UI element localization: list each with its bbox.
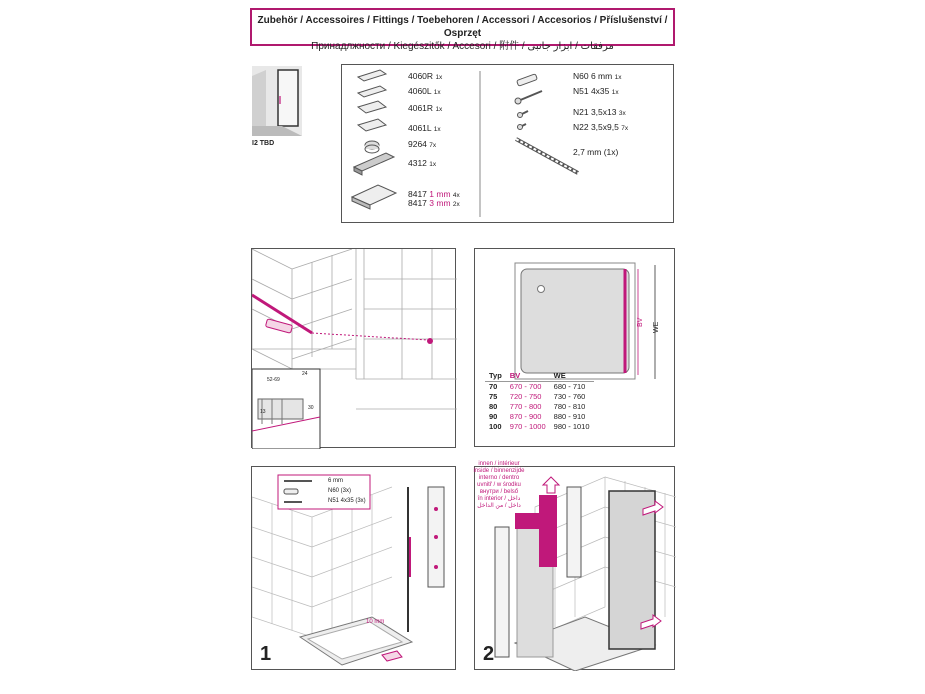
size-table (485, 371, 594, 432)
table-row: 100 970 - 1000 980 - 1010 (489, 422, 590, 431)
pink-profile (539, 495, 557, 567)
table-row: 70 670 - 700 680 - 710 (489, 382, 586, 391)
header-line1: Zubehör / Accessoires / Fittings / Toebehoren / Accessori / Accesorios / Příslušenství / Osprzęt (257, 15, 668, 39)
screw-n21-icon (518, 111, 529, 118)
detail-dim-b: 24 (302, 371, 308, 377)
step1-number: 1 (260, 643, 272, 665)
part-4060r-label: 4060R 1x (408, 71, 443, 81)
size-table-header-bv: BV (506, 371, 550, 382)
product-thumbnail (252, 66, 302, 136)
part-4061r-label: 4061R 1x (408, 103, 443, 113)
detail-dim-c: 30 (308, 405, 314, 411)
part-8417-label-1mm: 8417 1 mm 4x (408, 189, 460, 199)
arrow-icon-up (543, 477, 559, 493)
part-n60-label: N60 6 mm 1x (573, 71, 622, 81)
step1-legend-screw: N51 4x35 (3x) (328, 498, 366, 504)
part-9264-label: 9264 7x (408, 139, 437, 149)
table-row: 75 720 - 750 730 - 760 (489, 392, 586, 401)
detail-dim-a: 52-69 (267, 377, 280, 383)
we-label: WE (653, 321, 660, 333)
part-9264-icon (365, 141, 379, 153)
parts-panel (341, 64, 674, 223)
drill-bit-icon (516, 139, 578, 173)
wall-detail-panel (251, 248, 456, 448)
part-4312-icon (354, 153, 394, 175)
wall-detail-illustration (252, 249, 457, 449)
step1-legend-dowel: N60 (3x) (328, 488, 352, 494)
part-4060r-icon (358, 70, 386, 81)
part-n51-label: N51 4x35 1x (573, 86, 619, 96)
screw-n22-icon (518, 124, 527, 130)
part-4312-label: 4312 1x (408, 158, 437, 168)
part-4061l-label: 4061L 1x (408, 123, 441, 133)
part-4060l-icon (358, 86, 386, 97)
step1-dim-label: 10 mm (366, 619, 385, 625)
plan-panel (474, 248, 675, 447)
table-row: 80 770 - 800 780 - 810 (489, 402, 586, 411)
part-4061l-icon (358, 119, 386, 131)
bv-label: BV (637, 317, 644, 327)
step2-panel (473, 461, 675, 670)
part-8417-icon (352, 185, 396, 209)
header-line2: Принадлжности / Kiegészitők / Accesori / 附件 / مرفقات / ابزار جانبی (311, 41, 614, 52)
detail-dim-d: 13 (260, 409, 266, 415)
inside-labels: innen / intérieur inside / binnenzijde interno / dentro uvnitř / w środku внутри / belső în interior / داخل داخل / من الداخل (473, 461, 525, 509)
part-8417-label-3mm: 8417 3 mm 2x (408, 198, 460, 208)
drill-label: 2,7 mm (1x) (573, 147, 619, 157)
step1-legend-drill: 6 mm (328, 478, 343, 484)
parts-illustrations (342, 65, 675, 224)
dowel-icon (265, 319, 292, 333)
hinge-profile (495, 527, 509, 657)
screw-n51-icon (515, 91, 542, 104)
drain-icon (538, 286, 545, 293)
step2-number: 2 (483, 643, 495, 665)
step1-panel (251, 466, 456, 670)
table-row: 90 870 - 900 880 - 910 (489, 412, 586, 421)
part-n22-label: N22 3,5x9,5 7x (573, 122, 629, 132)
shower-tray (521, 269, 629, 373)
part-4060l-label: 4060L 1x (408, 86, 441, 96)
part-4061r-icon (358, 101, 386, 113)
accessories-header (250, 8, 675, 52)
dowel-n60-icon (517, 74, 538, 86)
size-table-header-typ: Typ (485, 371, 506, 382)
shower-door-thumbnail (252, 66, 302, 136)
thumbnail-label: I2 TBD (252, 140, 275, 147)
size-table-header-we: WE (550, 371, 594, 382)
part-n21-label: N21 3,5x13 3x (573, 107, 626, 117)
